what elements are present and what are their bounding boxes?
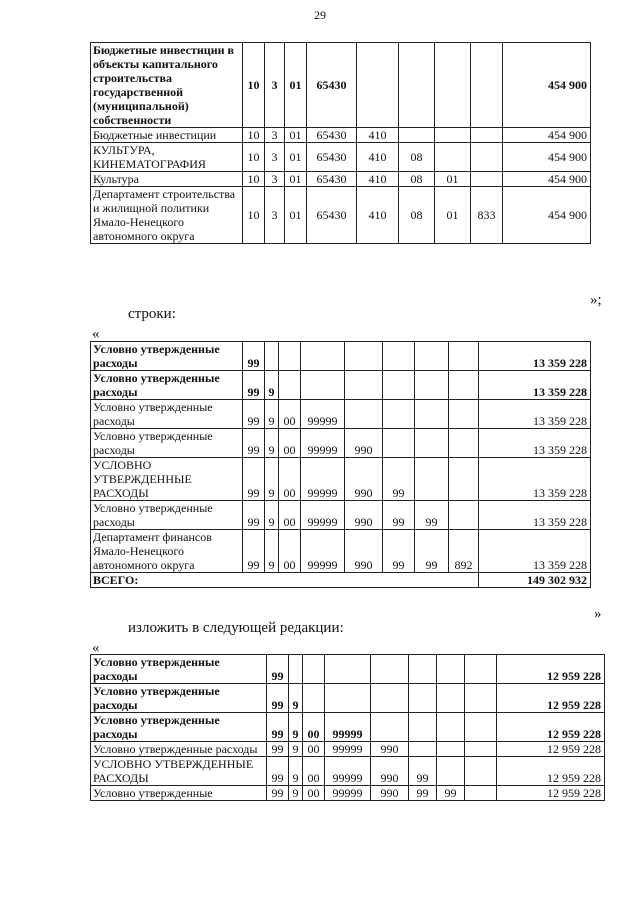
code-cell: 65430 [307, 43, 357, 128]
code-cell [465, 684, 497, 713]
amount-cell: 454 900 [503, 187, 591, 244]
code-cell: 10 [243, 128, 265, 143]
code-cell: 08 [399, 187, 435, 244]
amount-cell: 13 359 228 [479, 530, 591, 573]
table-row [91, 172, 591, 187]
code-cell: 990 [345, 429, 383, 458]
code-cell [465, 655, 497, 684]
table-row [91, 786, 605, 801]
close-quote-1: »; [590, 292, 602, 308]
code-cell: 01 [285, 43, 307, 128]
code-cell [279, 371, 301, 400]
table-row [91, 143, 591, 172]
close-quote-2: » [594, 606, 602, 622]
table-row [91, 400, 591, 429]
code-cell [409, 684, 437, 713]
code-cell: 99 [243, 458, 265, 501]
code-cell: 65430 [307, 128, 357, 143]
code-cell: 990 [345, 458, 383, 501]
code-cell [437, 742, 465, 757]
open-quote-2: « [92, 326, 100, 342]
code-cell [415, 429, 449, 458]
conditionally-approved-expenses-table [90, 341, 591, 588]
amount-cell: 12 959 228 [497, 684, 605, 713]
code-cell: 00 [279, 400, 301, 429]
code-cell: 10 [243, 143, 265, 172]
amount-cell: 454 900 [503, 172, 591, 187]
code-cell: 99 [267, 757, 289, 786]
code-cell: 3 [265, 43, 285, 128]
code-cell: 410 [357, 128, 399, 143]
code-cell: 892 [449, 530, 479, 573]
code-cell [415, 342, 449, 371]
code-cell: 99999 [325, 742, 371, 757]
amount-cell: 13 359 228 [479, 371, 591, 400]
amount-cell: 454 900 [503, 143, 591, 172]
code-cell [357, 43, 399, 128]
new-edition-expenses-table [90, 654, 605, 801]
code-cell: 9 [289, 786, 303, 801]
code-cell: 99 [243, 530, 265, 573]
code-cell [325, 684, 371, 713]
code-cell: 65430 [307, 172, 357, 187]
budget-table-continuation [90, 42, 591, 244]
code-cell [371, 713, 409, 742]
code-cell [383, 429, 415, 458]
code-cell: 00 [303, 786, 325, 801]
row-name-cell: Бюджетные инвестиции [91, 128, 243, 143]
code-cell [465, 786, 497, 801]
code-cell: 01 [435, 172, 471, 187]
code-cell [415, 371, 449, 400]
code-cell: 00 [303, 742, 325, 757]
code-cell: 99 [415, 501, 449, 530]
code-cell: 9 [289, 742, 303, 757]
code-cell [289, 655, 303, 684]
code-cell: 3 [265, 187, 285, 244]
code-cell [449, 458, 479, 501]
code-cell: 9 [289, 684, 303, 713]
code-cell [399, 43, 435, 128]
amount-cell: 454 900 [503, 43, 591, 128]
code-cell: 9 [289, 713, 303, 742]
code-cell [449, 501, 479, 530]
table-row [91, 713, 605, 742]
total-row [91, 573, 591, 588]
code-cell: 99999 [301, 501, 345, 530]
page-number: 29 [314, 8, 326, 22]
code-cell: 00 [279, 458, 301, 501]
code-cell: 99 [267, 655, 289, 684]
code-cell [437, 684, 465, 713]
code-cell: 99999 [325, 757, 371, 786]
code-cell: 10 [243, 187, 265, 244]
code-cell: 08 [399, 172, 435, 187]
code-cell [383, 342, 415, 371]
row-name-cell: Условно утвержденные расходы [91, 371, 243, 400]
code-cell [435, 43, 471, 128]
code-cell: 99999 [301, 530, 345, 573]
code-cell: 3 [265, 128, 285, 143]
table-row [91, 684, 605, 713]
amount-cell: 13 359 228 [479, 342, 591, 371]
amount-cell: 13 359 228 [479, 458, 591, 501]
code-cell: 65430 [307, 143, 357, 172]
code-cell: 10 [243, 43, 265, 128]
amount-cell: 13 359 228 [479, 501, 591, 530]
code-cell [437, 713, 465, 742]
row-name-cell: Условно утвержденные расходы [91, 655, 267, 684]
code-cell [265, 342, 279, 371]
total-amount: 149 302 932 [479, 573, 591, 588]
code-cell: 9 [265, 429, 279, 458]
code-cell: 99999 [325, 786, 371, 801]
code-cell [415, 458, 449, 501]
code-cell [435, 143, 471, 172]
code-cell [383, 371, 415, 400]
code-cell: 99 [267, 786, 289, 801]
code-cell [303, 684, 325, 713]
code-cell [409, 742, 437, 757]
code-cell [383, 400, 415, 429]
total-label: ВСЕГО: [91, 573, 479, 588]
open-quote-3: « [92, 640, 100, 656]
code-cell: 990 [345, 501, 383, 530]
code-cell [465, 713, 497, 742]
code-cell: 00 [279, 530, 301, 573]
code-cell: 833 [471, 187, 503, 244]
code-cell: 00 [279, 501, 301, 530]
code-cell: 99999 [301, 429, 345, 458]
code-cell: 99 [243, 429, 265, 458]
table-row [91, 342, 591, 371]
row-name-cell: Условно утвержденные расходы [91, 742, 267, 757]
amount-cell: 12 959 228 [497, 655, 605, 684]
code-cell: 99 [383, 458, 415, 501]
code-cell: 410 [357, 172, 399, 187]
code-cell: 00 [303, 757, 325, 786]
table-row [91, 458, 591, 501]
code-cell: 3 [265, 172, 285, 187]
code-cell: 99 [409, 786, 437, 801]
table-row [91, 128, 591, 143]
code-cell [437, 757, 465, 786]
row-name-cell: УСЛОВНО УТВЕРЖДЕННЫЕ РАСХОДЫ [91, 757, 267, 786]
code-cell [471, 128, 503, 143]
code-cell [345, 400, 383, 429]
row-name-cell: КУЛЬТУРА, КИНЕМАТОГРАФИЯ [91, 143, 243, 172]
row-name-cell: Культура [91, 172, 243, 187]
code-cell: 9 [265, 371, 279, 400]
code-cell [471, 43, 503, 128]
section-label-new-edition: изложить в следующей редакции: [128, 620, 344, 636]
table-row [91, 501, 591, 530]
row-name-cell: Условно утвержденные расходы [91, 713, 267, 742]
code-cell [449, 342, 479, 371]
row-name-cell: Условно утвержденные [91, 786, 267, 801]
code-cell: 01 [285, 172, 307, 187]
code-cell [325, 655, 371, 684]
amount-cell: 454 900 [503, 128, 591, 143]
code-cell: 65430 [307, 187, 357, 244]
code-cell: 00 [279, 429, 301, 458]
amount-cell: 12 959 228 [497, 757, 605, 786]
code-cell [371, 684, 409, 713]
row-name-cell: Департамент строительства и жилищной политики Ямало-Ненецкого автономного округа [91, 187, 243, 244]
row-name-cell: Бюджетные инвестиции в объекты капитального строительства государственной (муниципальной) собственности [91, 43, 243, 128]
table-row [91, 371, 591, 400]
row-name-cell: Условно утвержденные расходы [91, 429, 243, 458]
code-cell: 99999 [325, 713, 371, 742]
code-cell: 10 [243, 172, 265, 187]
code-cell [471, 143, 503, 172]
code-cell: 990 [345, 530, 383, 573]
code-cell [437, 655, 465, 684]
code-cell: 01 [285, 128, 307, 143]
code-cell [465, 742, 497, 757]
table-row [91, 530, 591, 573]
table-row [91, 187, 591, 244]
code-cell [465, 757, 497, 786]
code-cell: 99 [243, 501, 265, 530]
table-row [91, 43, 591, 128]
code-cell: 99 [267, 713, 289, 742]
code-cell: 990 [371, 786, 409, 801]
code-cell: 99 [383, 501, 415, 530]
table-row [91, 757, 605, 786]
code-cell: 01 [285, 143, 307, 172]
code-cell [471, 172, 503, 187]
code-cell: 99 [243, 371, 265, 400]
code-cell: 410 [357, 143, 399, 172]
code-cell: 9 [265, 530, 279, 573]
code-cell: 990 [371, 757, 409, 786]
code-cell: 99 [243, 342, 265, 371]
row-name-cell: Условно утвержденные расходы [91, 400, 243, 429]
code-cell: 99 [383, 530, 415, 573]
row-name-cell: Условно утвержденные расходы [91, 501, 243, 530]
table-row [91, 655, 605, 684]
code-cell: 08 [399, 143, 435, 172]
code-cell [301, 342, 345, 371]
code-cell [345, 371, 383, 400]
amount-cell: 13 359 228 [479, 400, 591, 429]
code-cell: 01 [435, 187, 471, 244]
code-cell [301, 371, 345, 400]
code-cell: 99 [415, 530, 449, 573]
code-cell: 9 [265, 501, 279, 530]
code-cell: 9 [289, 757, 303, 786]
code-cell [399, 128, 435, 143]
code-cell [449, 371, 479, 400]
code-cell [409, 655, 437, 684]
code-cell: 990 [371, 742, 409, 757]
code-cell: 99 [243, 400, 265, 429]
table-row [91, 742, 605, 757]
code-cell: 99999 [301, 458, 345, 501]
row-name-cell: Департамент финансов Ямало-Ненецкого автономного округа [91, 530, 243, 573]
section-label-rows: строки: [128, 306, 176, 322]
row-name-cell: УСЛОВНО УТВЕРЖДЕННЫЕ РАСХОДЫ [91, 458, 243, 501]
code-cell: 01 [285, 187, 307, 244]
row-name-cell: Условно утвержденные расходы [91, 684, 267, 713]
code-cell [449, 400, 479, 429]
table-row [91, 429, 591, 458]
code-cell [409, 713, 437, 742]
code-cell [279, 342, 301, 371]
code-cell: 99 [437, 786, 465, 801]
code-cell [449, 429, 479, 458]
code-cell: 3 [265, 143, 285, 172]
code-cell: 9 [265, 458, 279, 501]
amount-cell: 12 959 228 [497, 713, 605, 742]
amount-cell: 12 959 228 [497, 742, 605, 757]
row-name-cell: Условно утвержденные расходы [91, 342, 243, 371]
code-cell: 9 [265, 400, 279, 429]
code-cell [435, 128, 471, 143]
code-cell [415, 400, 449, 429]
code-cell [371, 655, 409, 684]
code-cell: 99 [267, 742, 289, 757]
code-cell [303, 655, 325, 684]
code-cell: 99 [267, 684, 289, 713]
code-cell: 99 [409, 757, 437, 786]
amount-cell: 13 359 228 [479, 429, 591, 458]
code-cell: 410 [357, 187, 399, 244]
code-cell: 99999 [301, 400, 345, 429]
code-cell [345, 342, 383, 371]
code-cell: 00 [303, 713, 325, 742]
amount-cell: 12 959 228 [497, 786, 605, 801]
